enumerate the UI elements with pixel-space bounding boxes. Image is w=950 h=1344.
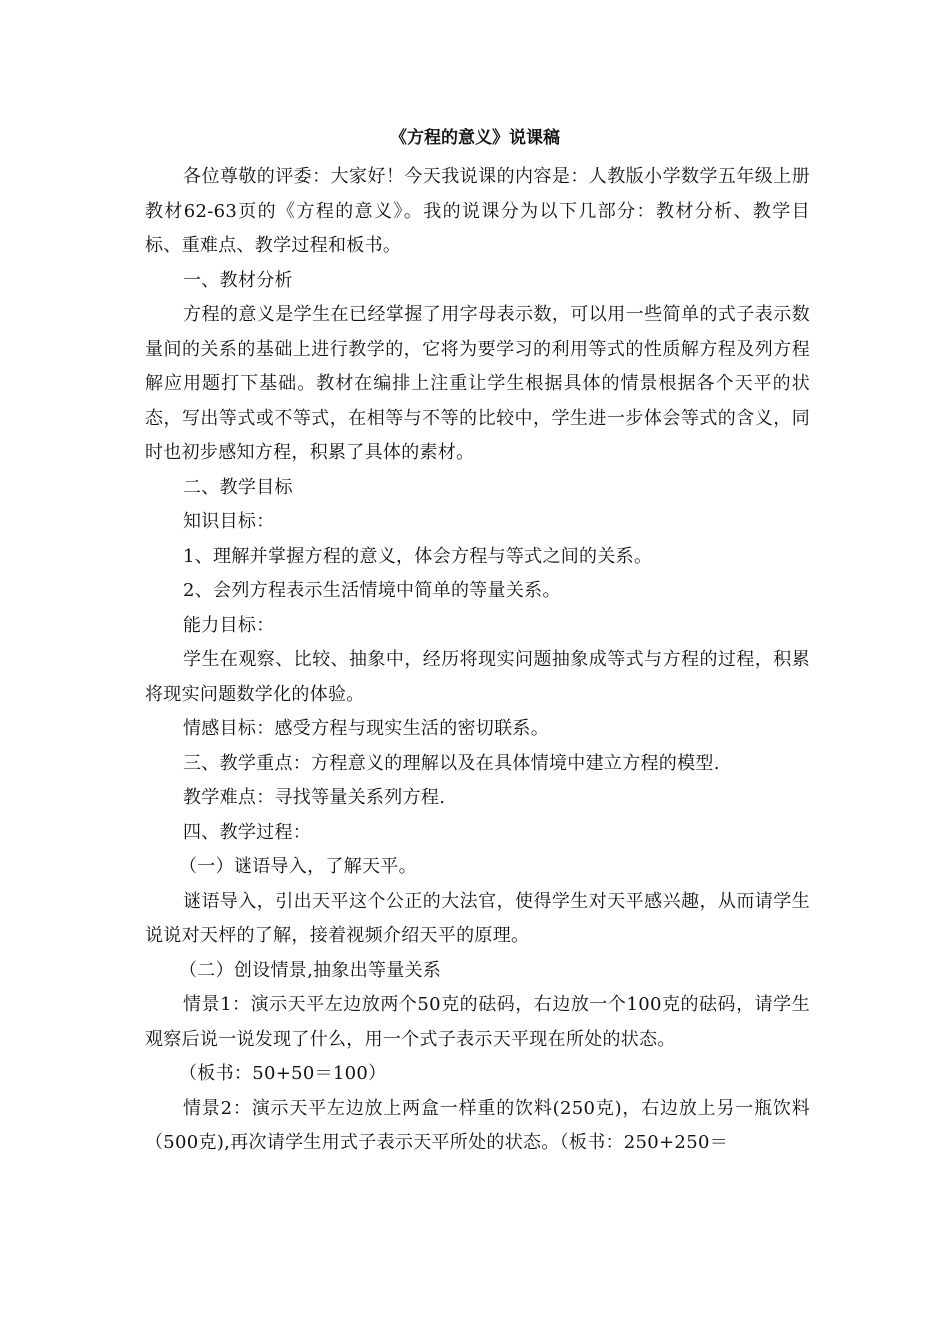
paragraph-scenario-2: 情景2：演示天平左边放上两盒一样重的饮料(250克)，右边放上另一瓶饮料（500克),再次请学生用式子表示天平所处的状态。（板书：250+250＝ [145, 1097, 810, 1153]
paragraph-intro: 各位尊敬的评委：大家好！今天我说课的内容是：人教版小学数学五年级上册教材62-63页的《方程的意义》。我的说课分为以下几部分：教材分析、教学目标、重难点、教学过程和板书。 [145, 166, 810, 256]
paragraph-scenario-1: 情景1：演示天平左边放两个50克的砝码，右边放一个100克的砝码，请学生观察后说一说发现了什么，用一个式子表示天平现在所处的状态。 [145, 994, 810, 1050]
document-body [145, 160, 810, 1161]
list-item-goal-2: 2、会列方程表示生活情境中简单的等量关系。 [183, 580, 561, 601]
subheading-create-scenario: （二）创设情景,抽象出等量关系 [179, 959, 442, 981]
paragraph-material-analysis: 方程的意义是学生在已经掌握了用字母表示数，可以用一些简单的式子表示数量间的关系的基础上进行教学的，它将为要学习的利用等式的性质解方程及列方程解应用题打下基础。教材在编排上注重让学生根据具体的情景根据各个天平的状态，写出等式或不等式，在相等与不等的比较中，学生进一步体会等式的含义，同时也初步感知方程，积累了具体的素材。 [145, 304, 810, 463]
document-title: 《方程的意义》说课稿 [390, 128, 560, 148]
heading-teaching-goals: 二、教学目标 [183, 476, 293, 498]
paragraph-riddle-intro: 谜语导入，引出天平这个公正的大法官，使得学生对天平感兴趣，从而请学生说说对天枰的了解，接着视频介绍天平的原理。 [145, 890, 810, 946]
label-knowledge-goal: 知识目标： [183, 511, 275, 532]
list-item-goal-1: 1、理解并掌握方程的意义，体会方程与等式之间的关系。 [183, 545, 653, 567]
paragraph-difficulty: 教学难点：寻找等量关系列方程. [183, 787, 446, 808]
paragraph-emotion-goal: 情感目标：感受方程与现实生活的密切联系。 [183, 718, 549, 739]
heading-material-analysis: 一、教材分析 [183, 269, 293, 291]
paragraph-key-point: 三、教学重点：方程意义的理解以及在具体情境中建立方程的模型. [183, 752, 720, 774]
subheading-riddle-intro: （一）谜语导入，了解天平。 [179, 856, 417, 877]
label-ability-goal: 能力目标： [183, 614, 275, 636]
heading-teaching-process: 四、教学过程： [183, 821, 312, 843]
paragraph-board-note-1: （板书：50+50＝100） [179, 1063, 387, 1084]
paragraph-ability-goal: 学生在观察、比较、抽象中，经历将现实问题抽象成等式与方程的过程，积累将现实问题数学化的体验。 [145, 649, 810, 705]
